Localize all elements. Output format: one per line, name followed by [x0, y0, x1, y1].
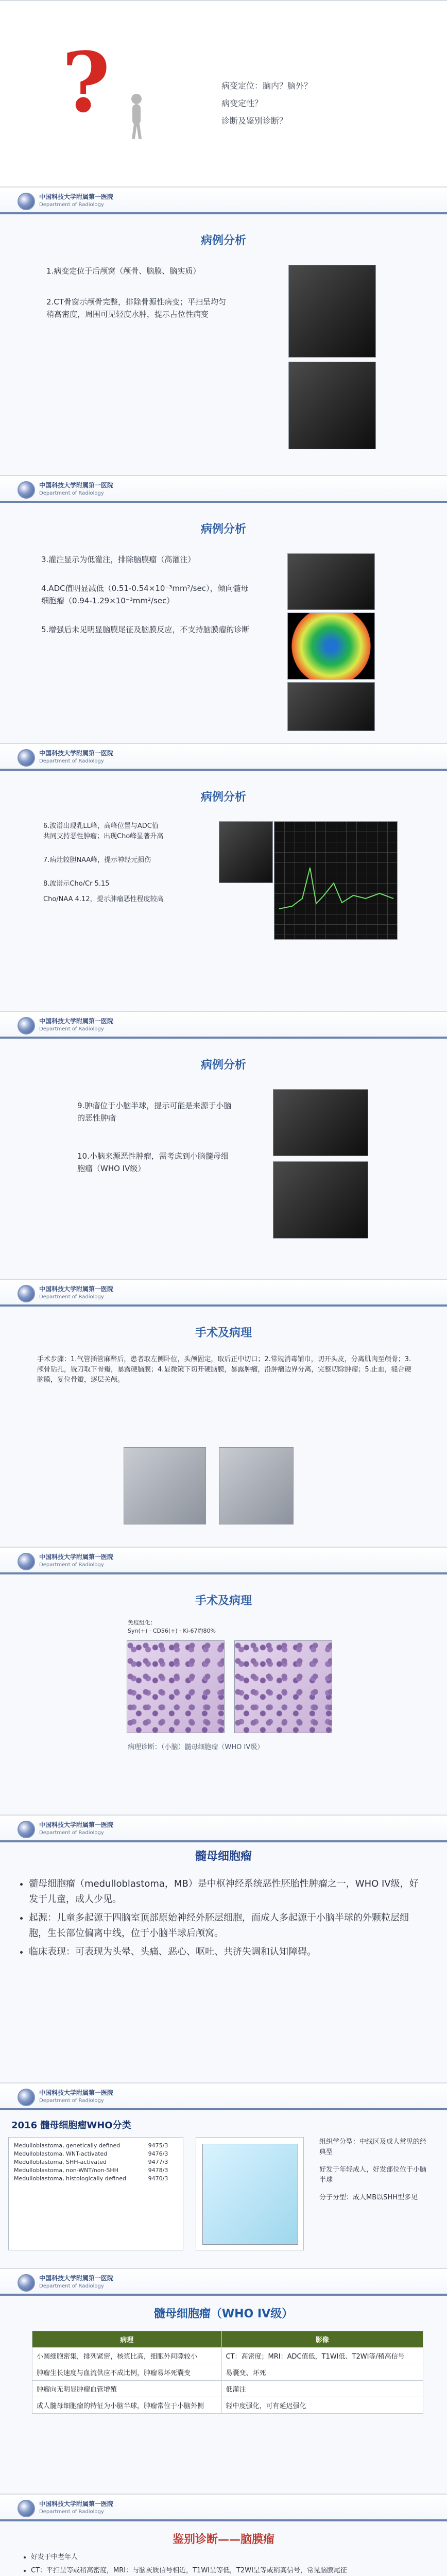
pathology-slide-1	[127, 1640, 225, 1733]
point-7: 7.病灶较胆NAA峰，提示神经元损伤	[43, 856, 151, 864]
person-figure-icon	[126, 94, 147, 140]
slide-title: 病例分析	[200, 234, 246, 247]
slide-header	[0, 188, 447, 214]
slide-header	[0, 2495, 447, 2521]
hospital-name: 中国科技大学附属第一医院 Department of Radiology	[39, 1285, 114, 1300]
slide-case-analysis-3	[0, 743, 447, 1011]
intro-questions	[221, 77, 312, 130]
question-3: 诊断及鉴别诊断？	[221, 116, 288, 126]
hospital-name: 中国科技大学附属第一医院 Department of Radiology	[39, 750, 114, 764]
hospital-logo-icon	[18, 1821, 35, 1838]
slide-title: 病例分析	[200, 523, 246, 536]
surgery-image-1	[124, 1447, 206, 1524]
bullet-clinical: • 临床表现：可表现为头晕、头痛、恶心、呕吐、共济失调和认知障碍。	[29, 1944, 421, 1960]
point-4: 4.ADC值明显减低（0.51-0.54×10⁻³mm²/sec），倾向髓母细胞瘤（0.94-1.29×10⁻³mm²/sec）	[41, 584, 249, 605]
hospital-logo-icon	[18, 193, 35, 210]
hospital-name: 中国科技大学附属第一医院 Department of Radiology	[39, 482, 114, 496]
spectroscopy-curve	[274, 821, 398, 940]
question-1: 病变定位：脑内？脑外？	[221, 81, 313, 91]
surgery-image-2	[219, 1447, 294, 1524]
case-analysis-points	[77, 1099, 232, 1175]
hospital-name: 中国科技大学附属第一医院 Department of Radiology	[39, 193, 114, 208]
table-row: 成人髓母细胞瘤的特征为小脑半球，肿瘤常位于小脑外侧 轻中度强化，可有延迟强化	[32, 2397, 423, 2414]
slide-title: 手术及病理	[195, 1595, 252, 1607]
hospital-name: 中国科技大学附属第一医院 Department of Radiology	[39, 1553, 114, 1568]
slide-header	[0, 1816, 447, 1842]
hospital-logo-icon	[18, 2500, 35, 2517]
point-11: 10.小脑来源恶性肿瘤，需考虑到小脑髓母细胞瘤（WHO IV级）	[77, 1151, 229, 1173]
point-6: 6.波谱出现乳LL峰，高峰位置与ADC值共同支持恶性肿瘤；出现Cho峰显著升高	[43, 822, 164, 840]
hospital-logo-icon	[18, 481, 35, 499]
question-mark-graphic: ?	[62, 34, 110, 131]
point-5: 5.增强后未见明显脑膜尾征及脑膜反应，不支持脑膜瘤的诊断	[41, 625, 250, 634]
slide-header	[0, 1280, 447, 1307]
slide-pathology-imaging-table	[0, 2268, 447, 2494]
hospital-name: 中国科技大学附属第一医院 Department of Radiology	[39, 2275, 114, 2289]
note-2: 好发于年轻成人，好发部位位于小脑半球	[319, 2166, 427, 2184]
bullet-definition: • 髓母细胞瘤（medulloblastoma，MB）是中枢神经系统恶性胚胎性肿瘤之一，WHO IV级，好发于儿童，成人少见。	[29, 1876, 421, 1907]
slide-header	[0, 476, 447, 503]
table-header-pathology: 病理	[32, 2331, 222, 2348]
mri-coronal-image	[273, 1161, 368, 1239]
case-analysis-points	[46, 265, 232, 320]
classification-diagram-panel	[196, 2137, 304, 2250]
slide-case-analysis-2	[0, 475, 447, 743]
slide-header	[0, 2269, 447, 2296]
hospital-name: 中国科技大学附属第一医院 Department of Radiology	[39, 2089, 114, 2104]
slide-medulloblastoma-overview	[0, 1815, 447, 2082]
note-3: 分子分型：成人MB以SHH型多见	[319, 2194, 418, 2201]
slide-case-analysis-1	[0, 187, 447, 475]
point-3: 3.灌注显示为低灌注，排除脑膜瘤（高灌注）	[41, 555, 196, 564]
hospital-logo-icon	[18, 1017, 35, 1035]
classification-codes: 9475/3 9476/3 9477/3 9478/3 9470/3	[148, 2142, 168, 2182]
classification-list: Medulloblastoma, genetically defined Medulloblastoma, WNT-activated Medulloblastoma, SHH-activated Medulloblastoma, non-WNT/non-SHH Medulloblastoma, histologically defined	[14, 2142, 126, 2182]
slide-header	[0, 2083, 447, 2110]
hospital-logo-icon	[18, 749, 35, 767]
slide-intro	[0, 0, 447, 187]
slide-title: 手术及病理	[195, 1327, 252, 1340]
slide-header	[0, 1548, 447, 1574]
hospital-logo-icon	[18, 1553, 35, 1570]
slide-header	[0, 1012, 447, 1039]
slide-header	[0, 744, 447, 771]
classification-notes	[319, 2137, 433, 2203]
hospital-logo-icon	[18, 2274, 35, 2292]
slide-title: 髓母细胞瘤	[195, 1850, 252, 1863]
point-1: 1.病变定位于后颅窝（颅骨、脑膜、脑实质）	[46, 266, 201, 276]
ct-image-2	[288, 362, 376, 449]
table-row: 肿瘤生长速度与血流供应不成比例，肿瘤易坏死囊变 易囊变、坏死	[32, 2364, 423, 2381]
slide-surgery-pathology-1	[0, 1279, 447, 1547]
pathology-slide-2	[234, 1640, 332, 1733]
mri-sagittal-image	[273, 1089, 368, 1156]
slide-surgery-pathology-2	[0, 1547, 447, 1815]
pathology-caption: 病理诊断：（小脑）髓母细胞瘤（WHO IV级）	[128, 1743, 264, 1751]
hospital-logo-icon	[18, 2089, 35, 2106]
surgery-summary: 手术步骤：1.气管插管麻醉后，患者取左侧卧位，头颅固定，取后正中切口；2.常规消毒铺巾，切开头皮，分离肌肉至颅骨；3.颅骨钻孔，铣刀取下骨瓣，暴露硬脑膜；4.显微镜下切开硬脑膜，暴露肿瘤，沿肿瘤边界分离，完整切除肿瘤；5.止血，缝合硬脑膜，复位骨瓣，逐层关颅。	[37, 1355, 411, 1384]
hospital-name: 中国科技大学附属第一医院 Department of Radiology	[39, 2500, 114, 2515]
point-2: 2.CT骨窗示颅骨完整，排除骨源性病变；平扫呈均匀稍高密度，周围可见轻度水肿，提示占位性病变	[46, 297, 226, 319]
hospital-name: 中国科技大学附属第一医院 Department of Radiology	[39, 1018, 114, 1032]
mri-image-2	[287, 682, 375, 731]
slide-title: 病例分析	[200, 791, 246, 804]
classification-diagram	[202, 2144, 298, 2245]
pathology-labels: 免疫组化： Syn(+) · CD56(+) · Ki-67约80%	[128, 1619, 216, 1634]
mrs-localizer	[219, 821, 273, 883]
table-row: 小圆细胞密集，排列紧密，核浆比高，细胞外间隙较小 CT：高密度；MRI：ADC值低，T1WI低、T2WI等/稍高信号	[32, 2348, 423, 2364]
slide-title: 髓母细胞瘤（WHO IV级）	[153, 2308, 294, 2320]
medulloblastoma-bullets	[20, 1876, 421, 1963]
point-10: 9.肿瘤位于小脑半球，提示可能是来源于小脑的恶性肿瘤	[77, 1101, 232, 1123]
pathology-imaging-table	[32, 2331, 423, 2414]
point-9: Cho/NAA 4.12，提示肿瘤恶性程度较高	[43, 895, 164, 903]
slide-case-analysis-4	[0, 1011, 447, 1279]
bullet-origin: • 起源：儿童多起源于四脑室顶部原始神经外胚层细胞，而成人多起源于小脑半球的外颗粒层细胞，生长部位偏离中线，位于小脑半球后颅窝。	[29, 1910, 421, 1941]
slide-title: 病例分析	[200, 1059, 246, 1072]
slide-differential-meningioma	[0, 2494, 447, 2576]
case-analysis-points	[41, 553, 252, 636]
table-row: 肿瘤向无明显肿瘤血管增殖 低灌注	[32, 2381, 423, 2397]
slide-who-classification	[0, 2082, 447, 2268]
meningioma-bullets: • 好发于中老年人 • CT：平扫呈等或稍高密度，MRI：与脑灰质信号相近，T1WI呈等低，T2WI呈等或稍高信号，常见脑膜尾征	[22, 2552, 423, 2576]
point-8: 8.波谱示Cho/Cr 5.15	[43, 880, 110, 888]
classification-title: 2016 髓母细胞瘤WHO分类	[11, 2120, 131, 2131]
hospital-logo-icon	[18, 1285, 35, 1302]
table-header-imaging: 影像	[221, 2331, 423, 2348]
slide-title: 鉴别诊断——脑膜瘤	[172, 2533, 274, 2546]
hospital-name: 中国科技大学附属第一医院 Department of Radiology	[39, 1821, 114, 1836]
classification-table-panel	[8, 2137, 183, 2250]
mri-image-1	[287, 553, 375, 610]
case-analysis-points	[43, 821, 164, 905]
ct-image-1	[288, 265, 376, 358]
note-1: 组织学分型：中线区及成人常见的经典型	[319, 2138, 427, 2156]
perfusion-map	[287, 613, 375, 680]
question-2: 病变定性？	[221, 98, 263, 108]
